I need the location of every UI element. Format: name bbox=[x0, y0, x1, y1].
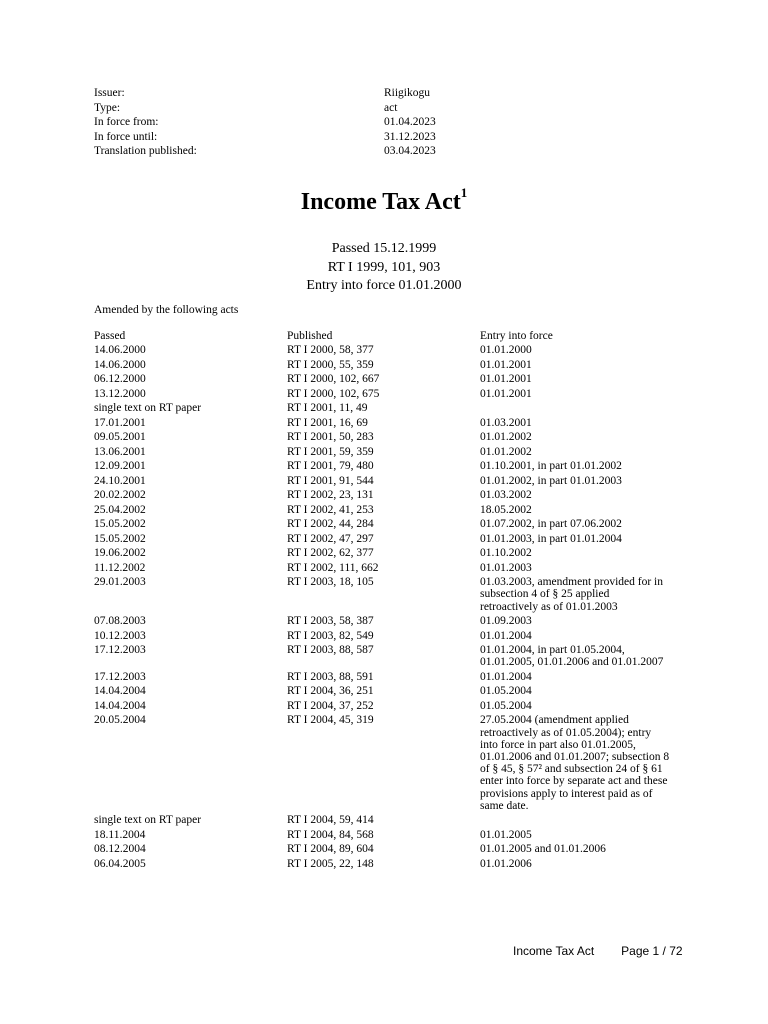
passed-date-cell: 29.01.2003 bbox=[94, 576, 146, 589]
page-footer bbox=[513, 944, 683, 958]
table-row bbox=[94, 446, 670, 461]
passed-date-cell: 11.12.2002 bbox=[94, 561, 146, 574]
table-row bbox=[94, 814, 670, 829]
entry-into-force-cell: 01.01.2006 bbox=[480, 857, 532, 870]
entry-into-force-cell: 01.09.2003 bbox=[480, 615, 532, 628]
header-passed: Passed bbox=[94, 330, 126, 342]
entry-into-force-cell bbox=[480, 814, 670, 829]
metadata-value: 03.04.2023 bbox=[384, 145, 436, 157]
table-row bbox=[94, 630, 670, 645]
passed-date-cell: 20.02.2002 bbox=[94, 489, 146, 502]
passed-date-cell: 10.12.2003 bbox=[94, 629, 146, 642]
metadata-row bbox=[94, 130, 514, 145]
published-cell: RT I 2000, 55, 359 bbox=[287, 358, 374, 371]
published-cell: RT I 2001, 91, 544 bbox=[287, 474, 374, 487]
entry-into-force-cell: 01.01.2003, in part 01.01.2004 bbox=[480, 532, 622, 545]
table-row bbox=[94, 460, 670, 475]
passed-date-cell: 06.12.2000 bbox=[94, 373, 146, 386]
entry-into-force-cell: 01.01.2004 bbox=[480, 629, 532, 642]
header-published: Published bbox=[287, 330, 333, 342]
metadata-row bbox=[94, 86, 514, 101]
metadata-label: Type: bbox=[94, 101, 121, 114]
entry-into-force-cell: 01.01.2002 bbox=[480, 431, 532, 444]
table-row bbox=[94, 373, 670, 388]
metadata-row bbox=[94, 144, 514, 159]
published-cell: RT I 2003, 88, 587 bbox=[287, 644, 374, 657]
passed-date-cell: 08.12.2004 bbox=[94, 843, 146, 856]
table-row bbox=[94, 843, 670, 858]
title-footnote-marker[interactable]: 1 bbox=[460, 185, 468, 200]
table-row bbox=[94, 359, 670, 374]
passed-date-cell: 15.05.2002 bbox=[94, 518, 146, 531]
entry-into-force-cell: 01.10.2002 bbox=[480, 547, 532, 560]
published-cell: RT I 2001, 59, 359 bbox=[287, 445, 374, 458]
table-row bbox=[94, 700, 670, 715]
entry-into-force-cell: 01.01.2004, in part 01.05.2004, 01.01.2005, 01.01.2006 and 01.01.2007 bbox=[480, 644, 664, 669]
passed-date-cell: 14.06.2000 bbox=[94, 358, 146, 371]
document-title bbox=[0, 185, 768, 216]
metadata-value: Riigikogu bbox=[384, 87, 431, 99]
table-row bbox=[94, 475, 670, 490]
metadata-row bbox=[94, 101, 514, 116]
published-cell: RT I 2004, 37, 252 bbox=[287, 699, 374, 712]
table-row bbox=[94, 576, 670, 615]
table-row bbox=[94, 417, 670, 432]
table-row bbox=[94, 547, 670, 562]
published-cell: RT I 2004, 89, 604 bbox=[287, 843, 374, 856]
published-cell: RT I 2001, 79, 480 bbox=[287, 460, 374, 473]
entry-into-force-cell: 01.01.2001 bbox=[480, 373, 532, 386]
passed-date-cell: 18.11.2004 bbox=[94, 828, 146, 841]
entry-into-force-cell: 01.05.2004 bbox=[480, 685, 532, 698]
metadata-label: In force until: bbox=[94, 130, 158, 143]
entry-into-force-cell: 01.01.2005 and 01.01.2006 bbox=[480, 843, 606, 856]
metadata-value: 01.04.2023 bbox=[384, 116, 436, 128]
entry-into-force-cell: 01.01.2000 bbox=[480, 344, 532, 357]
entry-into-force-cell bbox=[480, 402, 670, 417]
passed-date-cell: 25.04.2002 bbox=[94, 503, 146, 516]
published-cell: RT I 2003, 58, 387 bbox=[287, 615, 374, 628]
table-row bbox=[94, 431, 670, 446]
passed-date-cell: 07.08.2003 bbox=[94, 615, 146, 628]
entry-into-force-cell: 01.01.2001 bbox=[480, 387, 532, 400]
passed-date-cell: 15.05.2002 bbox=[94, 532, 146, 545]
amendments-table bbox=[94, 330, 670, 872]
published-cell: RT I 2001, 11, 49 bbox=[287, 402, 368, 415]
published-cell: RT I 2000, 102, 667 bbox=[287, 373, 380, 386]
title-text: Income Tax Act bbox=[300, 189, 461, 215]
passed-date-cell: 17.12.2003 bbox=[94, 644, 146, 657]
passed-date-cell: 06.04.2005 bbox=[94, 857, 146, 870]
published-cell: RT I 2003, 82, 549 bbox=[287, 629, 374, 642]
table-row bbox=[94, 388, 670, 403]
table-row bbox=[94, 504, 670, 519]
passed-date-cell: 24.10.2001 bbox=[94, 474, 146, 487]
passed-date-cell: 13.12.2000 bbox=[94, 387, 146, 400]
entry-into-force-cell: 27.05.2004 (amendment applied retroactively as of 01.05.2004); entry into force in part also 01.01.2005, 01.01.2006 and 01.01.2007; subsection 8 of § 45, § 57² and subsection 24 of § 61 enter into force by separate act and these provisions apply to interest paid as of same date. bbox=[480, 714, 670, 812]
published-cell: RT I 2001, 50, 283 bbox=[287, 431, 374, 444]
passed-date-cell: 13.06.2001 bbox=[94, 445, 146, 458]
entry-into-force-cell: 01.01.2004 bbox=[480, 670, 532, 683]
passed-info bbox=[0, 240, 768, 296]
published-cell: RT I 2004, 84, 568 bbox=[287, 828, 374, 841]
entry-into-force-cell: 01.03.2001 bbox=[480, 416, 532, 429]
entry-into-force-cell: 01.01.2002, in part 01.01.2003 bbox=[480, 474, 622, 487]
table-row bbox=[94, 562, 670, 577]
table-row bbox=[94, 685, 670, 700]
published-cell: RT I 2004, 45, 319 bbox=[287, 714, 374, 727]
published-cell: RT I 2003, 18, 105 bbox=[287, 576, 374, 589]
passed-date-cell: single text on RT paper bbox=[94, 402, 202, 415]
published-cell: RT I 2004, 36, 251 bbox=[287, 685, 374, 698]
passed-date-cell: 19.06.2002 bbox=[94, 547, 146, 560]
metadata-value: 31.12.2023 bbox=[384, 130, 436, 143]
passed-date-cell: 20.05.2004 bbox=[94, 714, 146, 727]
metadata-row bbox=[94, 115, 514, 130]
entry-into-force-cell: 01.07.2002, in part 07.06.2002 bbox=[480, 518, 622, 531]
published-cell: RT I 2002, 23, 131 bbox=[287, 489, 374, 502]
published-cell: RT I 2002, 62, 377 bbox=[287, 547, 374, 560]
table-row bbox=[94, 518, 670, 533]
table-row bbox=[94, 533, 670, 548]
table-row bbox=[94, 644, 670, 671]
metadata-label: Translation published: bbox=[94, 145, 197, 157]
table-row bbox=[94, 489, 670, 504]
passed-date-cell: 12.09.2001 bbox=[94, 460, 146, 473]
passed-date-cell: 17.12.2003 bbox=[94, 670, 146, 683]
table-row bbox=[94, 615, 670, 630]
entry-into-force-cell: 01.03.2003, amendment provided for in subsection 4 of § 25 applied retroactively as of 01.01.2003 bbox=[480, 576, 664, 613]
table-row bbox=[94, 714, 670, 814]
entry-into-force: Entry into force 01.01.2000 bbox=[306, 278, 462, 293]
table-header-row bbox=[94, 330, 670, 344]
entry-into-force-cell: 01.10.2001, in part 01.01.2002 bbox=[480, 460, 622, 473]
passed-date-cell: 09.05.2001 bbox=[94, 431, 146, 444]
entry-into-force-cell: 01.01.2005 bbox=[480, 828, 532, 841]
published-cell: RT I 2002, 41, 253 bbox=[287, 503, 374, 516]
table-row bbox=[94, 829, 670, 844]
published-cell: RT I 2000, 58, 377 bbox=[287, 344, 374, 357]
published-cell: RT I 2002, 47, 297 bbox=[287, 532, 374, 545]
document-metadata bbox=[94, 86, 514, 159]
table-row bbox=[94, 671, 670, 686]
table-row bbox=[94, 344, 670, 359]
published-cell: RT I 2001, 16, 69 bbox=[287, 416, 368, 429]
entry-into-force-cell: 18.05.2002 bbox=[480, 503, 532, 516]
passed-date-cell: 14.04.2004 bbox=[94, 699, 146, 712]
rt-reference: RT I 1999, 101, 903 bbox=[327, 259, 441, 275]
passed-date-cell: 14.06.2000 bbox=[94, 344, 146, 357]
amended-heading: Amended by the following acts bbox=[94, 304, 239, 316]
table-row bbox=[94, 402, 670, 417]
published-cell: RT I 2003, 88, 591 bbox=[287, 670, 374, 683]
table-row bbox=[94, 858, 670, 873]
entry-into-force-cell: 01.01.2002 bbox=[480, 445, 532, 458]
page-number: Page 1 / 72 bbox=[621, 944, 683, 958]
published-cell: RT I 2002, 44, 284 bbox=[287, 518, 374, 531]
entry-into-force-cell: 01.01.2001 bbox=[480, 358, 532, 371]
published-cell: RT I 2005, 22, 148 bbox=[287, 857, 374, 870]
entry-into-force-cell: 01.03.2002 bbox=[480, 489, 532, 502]
entry-into-force-cell: 01.01.2003 bbox=[480, 561, 532, 574]
metadata-value: act bbox=[384, 101, 398, 114]
published-cell: RT I 2002, 111, 662 bbox=[287, 561, 379, 574]
published-cell: RT I 2004, 59, 414 bbox=[287, 814, 374, 827]
passed-date-cell: 14.04.2004 bbox=[94, 685, 146, 698]
passed-date: Passed 15.12.1999 bbox=[331, 241, 437, 256]
passed-date-cell: 17.01.2001 bbox=[94, 416, 146, 429]
passed-date-cell: single text on RT paper bbox=[94, 814, 202, 827]
header-entry-into-force: Entry into force bbox=[480, 330, 553, 342]
metadata-label: Issuer: bbox=[94, 87, 125, 99]
entry-into-force-cell: 01.05.2004 bbox=[480, 699, 532, 712]
footer-title: Income Tax Act bbox=[513, 944, 595, 958]
metadata-label: In force from: bbox=[94, 116, 159, 128]
published-cell: RT I 2000, 102, 675 bbox=[287, 387, 380, 400]
